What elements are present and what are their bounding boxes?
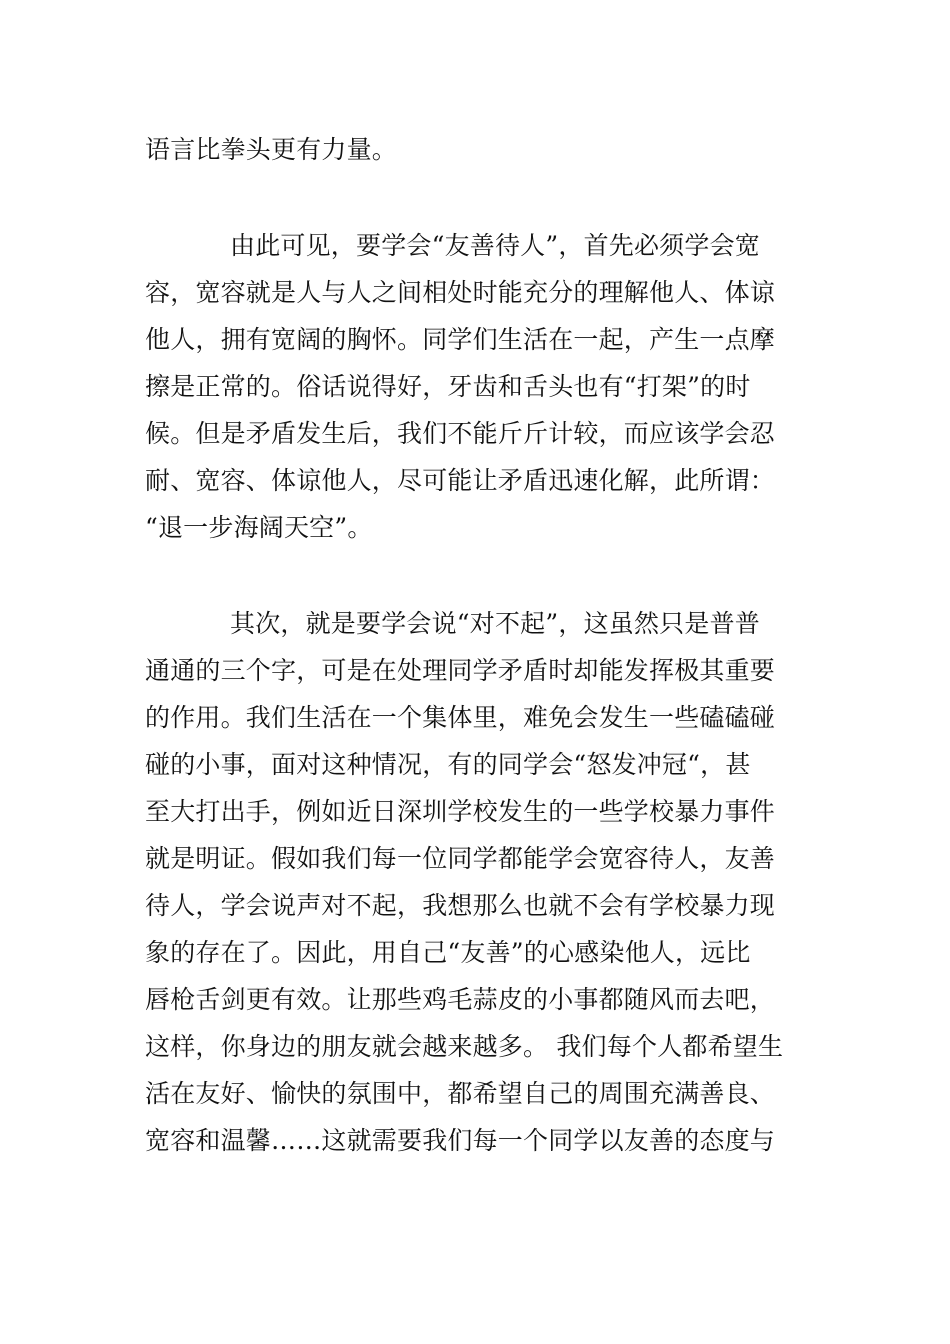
paragraph-2-line-7: “退一步海阔天空”。 <box>145 513 373 542</box>
paragraph-2-line-6: 耐、宽容、体谅他人，尽可能让矛盾迅速化解，此所谓： <box>145 466 776 495</box>
paragraph-3-line-4: 碰的小事，面对这种情况，有的同学会“怒发冲冠“，甚 <box>145 750 751 779</box>
paragraph-1-line-1: 语言比拳头更有力量。 <box>145 135 398 164</box>
paragraph-3-line-5: 至大打出手，例如近日深圳学校发生的一些学校暴力事件 <box>145 797 776 826</box>
paragraph-3-line-7: 待人，学会说声对不起，我想那么也就不会有学校暴力现 <box>145 891 776 920</box>
paragraph-3-line-8: 象的存在了。因此，用自己“友善”的心感染他人，远比 <box>145 938 751 967</box>
paragraph-3-line-9: 唇枪舌剑更有效。让那些鸡毛蒜皮的小事都随风而去吧， <box>145 985 776 1014</box>
paragraph-2-line-3: 他人，拥有宽阔的胸怀。同学们生活在一起，产生一点摩 <box>145 325 776 354</box>
paragraph-3-line-12: 宽容和温馨……这就需要我们每一个同学以友善的态度与 <box>145 1126 776 1155</box>
paragraph-3-line-3: 的作用。我们生活在一个集体里，难免会发生一些磕磕碰 <box>145 703 776 732</box>
paragraph-3-line-6: 就是明证。假如我们每一位同学都能学会宽容待人，友善 <box>145 844 776 873</box>
paragraph-2-line-1: 由此可见，要学会“友善待人”，首先必须学会宽 <box>230 231 760 260</box>
paragraph-3-line-2: 通通的三个字，可是在处理同学矛盾时却能发挥极其重要 <box>145 656 776 685</box>
paragraph-3-line-11: 活在友好、愉快的氛围中，都希望自己的周围充满善良、 <box>145 1079 776 1108</box>
paragraph-3-line-10: 这样，你身边的朋友就会越来越多。 我们每个人都希望生 <box>145 1032 784 1061</box>
paragraph-3-line-1: 其次，就是要学会说“对不起”，这虽然只是普普 <box>230 609 760 638</box>
paragraph-2-line-4: 擦是正常的。俗话说得好，牙齿和舌头也有“打架”的时 <box>145 372 751 401</box>
paragraph-2-line-2: 容，宽容就是人与人之间相处时能充分的理解他人、体谅 <box>145 278 776 307</box>
paragraph-2-line-5: 候。但是矛盾发生后，我们不能斤斤计较，而应该学会忍 <box>145 419 776 448</box>
